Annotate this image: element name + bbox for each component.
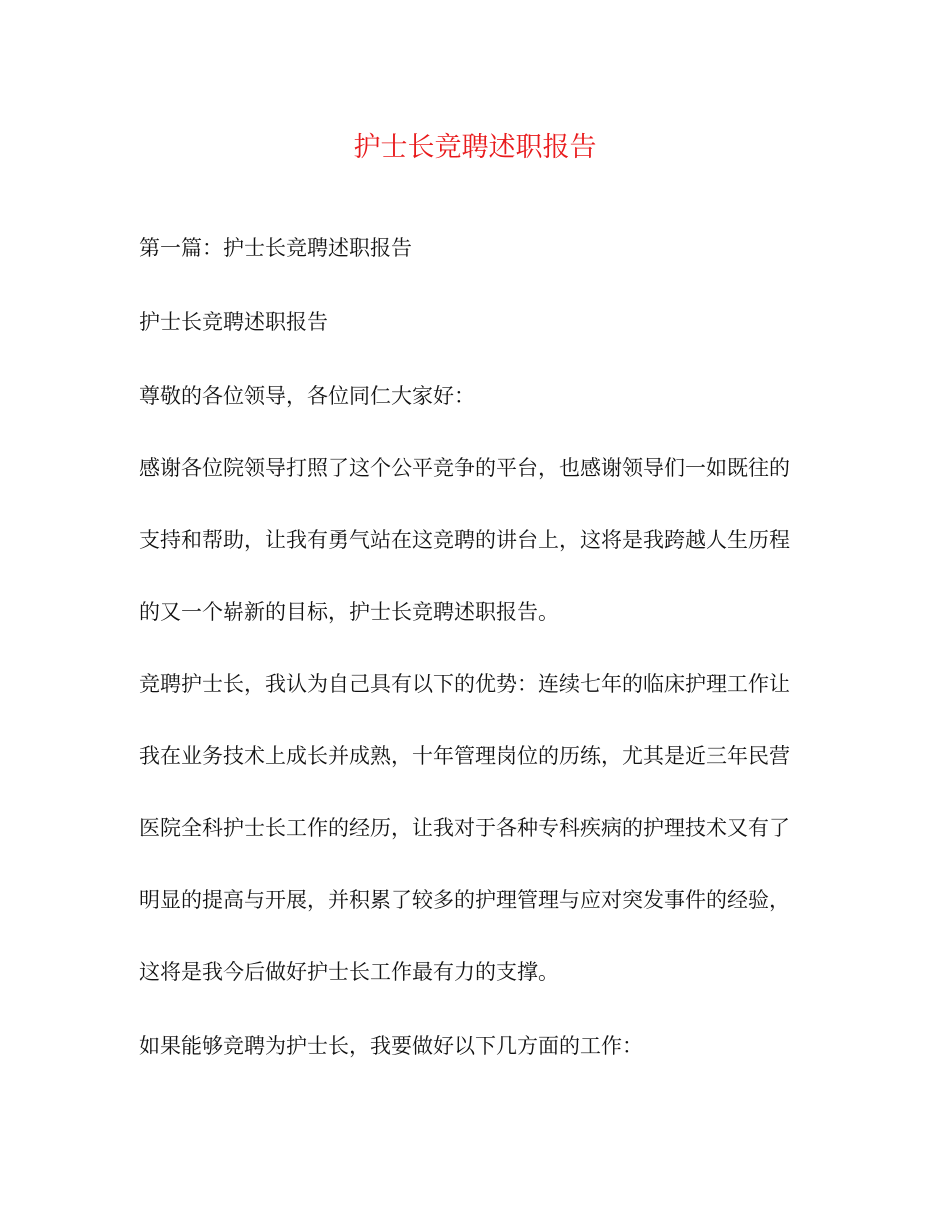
paragraph-line: 支持和帮助，让我有勇气站在这竞聘的讲台上，这将是我跨越人生历程 [139,528,790,552]
section-heading: 第一篇：护士长竞聘述职报告 [139,236,412,260]
greeting-line: 尊敬的各位领导，各位同仁大家好： [139,384,475,408]
paragraph-line: 我在业务技术上成长并成熟，十年管理岗位的历练，尤其是近三年民营 [139,744,790,768]
paragraph-line: 竞聘护士长，我认为自己具有以下的优势：连续七年的临床护理工作让 [139,672,790,696]
subtitle-line: 护士长竞聘述职报告 [139,310,328,334]
paragraph-line: 明显的提高与开展，并积累了较多的护理管理与应对突发事件的经验， [139,888,790,912]
paragraph-line: 的又一个崭新的目标，护士长竞聘述职报告。 [139,600,559,624]
paragraph-line: 感谢各位院领导打照了这个公平竞争的平台，也感谢领导们一如既往的 [139,456,790,480]
paragraph-line: 医院全科护士长工作的经历，让我对于各种专科疾病的护理技术又有了 [139,816,790,840]
paragraph-line: 如果能够竞聘为护士长，我要做好以下几方面的工作： [139,1034,643,1058]
paragraph-line: 这将是我今后做好护士长工作最有力的支撑。 [139,960,559,984]
document-title: 护士长竞聘述职报告 [353,132,597,163]
